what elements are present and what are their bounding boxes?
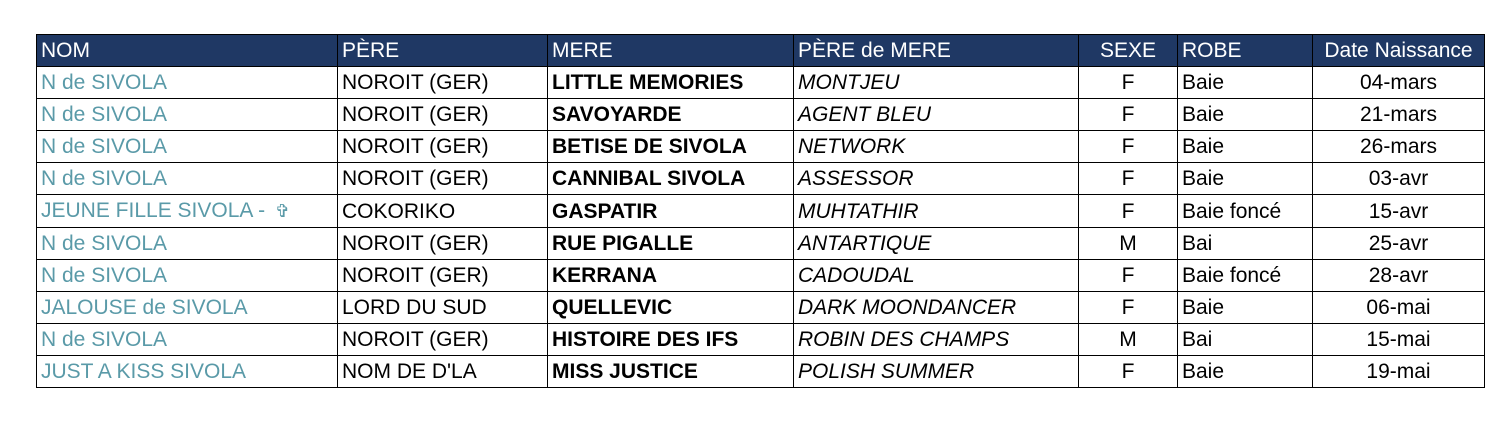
cell-mere: GASPATIR bbox=[548, 195, 794, 228]
table-row bbox=[37, 163, 1485, 195]
cell-nom bbox=[37, 195, 338, 228]
table-row bbox=[37, 228, 1485, 260]
cell-sexe: F bbox=[1079, 99, 1178, 131]
cell-pere-de-mere: MONTJEU bbox=[794, 67, 1079, 99]
cell-pere: NOROIT (GER) bbox=[338, 131, 548, 163]
cell-date: 06-mai bbox=[1313, 292, 1485, 324]
cell-date: 28-avr bbox=[1313, 260, 1485, 292]
cell-mere: HISTOIRE DES IFS bbox=[548, 324, 794, 356]
cell-date: 21-mars bbox=[1313, 99, 1485, 131]
cell-pere-de-mere: CADOUDAL bbox=[794, 260, 1079, 292]
cell-robe: Baie bbox=[1178, 292, 1313, 324]
cell-robe: Baie bbox=[1178, 131, 1313, 163]
cell-pere: NOROIT (GER) bbox=[338, 324, 548, 356]
cell-pere: NOROIT (GER) bbox=[338, 260, 548, 292]
cell-date: 03-avr bbox=[1313, 163, 1485, 195]
cell-nom: N de SIVOLA bbox=[37, 228, 338, 260]
table-row bbox=[37, 195, 1485, 228]
header-pere: PÈRE bbox=[338, 35, 548, 67]
cell-pere: NOROIT (GER) bbox=[338, 67, 548, 99]
cell-sexe: F bbox=[1079, 67, 1178, 99]
cell-pere-de-mere: MUHTATHIR bbox=[794, 195, 1079, 228]
cell-pere: NOM DE D'LA bbox=[338, 356, 548, 388]
table-row bbox=[37, 292, 1485, 324]
cell-pere-de-mere: AGENT BLEU bbox=[794, 99, 1079, 131]
cell-mere: KERRANA bbox=[548, 260, 794, 292]
cell-robe: Baie bbox=[1178, 356, 1313, 388]
cell-sexe: F bbox=[1079, 195, 1178, 228]
cell-nom: N de SIVOLA bbox=[37, 67, 338, 99]
cell-date: 25-avr bbox=[1313, 228, 1485, 260]
cell-mere: MISS JUSTICE bbox=[548, 356, 794, 388]
cell-nom-text: JEUNE FILLE SIVOLA - bbox=[41, 199, 271, 222]
cell-pere-de-mere: NETWORK bbox=[794, 131, 1079, 163]
cell-sexe: M bbox=[1079, 228, 1178, 260]
cross-icon: ✞ bbox=[274, 201, 291, 221]
cell-robe: Baie bbox=[1178, 163, 1313, 195]
cell-sexe: F bbox=[1079, 163, 1178, 195]
cell-nom: N de SIVOLA bbox=[37, 99, 338, 131]
header-mere: MERE bbox=[548, 35, 794, 67]
cell-pere-de-mere: ANTARTIQUE bbox=[794, 228, 1079, 260]
cell-pere: NOROIT (GER) bbox=[338, 163, 548, 195]
cell-date: 15-mai bbox=[1313, 324, 1485, 356]
cell-mere: RUE PIGALLE bbox=[548, 228, 794, 260]
cell-pere: NOROIT (GER) bbox=[338, 99, 548, 131]
cell-nom: N de SIVOLA bbox=[37, 260, 338, 292]
cell-date: 19-mai bbox=[1313, 356, 1485, 388]
table-row bbox=[37, 356, 1485, 388]
cell-date: 26-mars bbox=[1313, 131, 1485, 163]
cell-sexe: F bbox=[1079, 356, 1178, 388]
cell-robe: Bai bbox=[1178, 228, 1313, 260]
table-row bbox=[37, 67, 1485, 99]
header-pere-de-mere: PÈRE de MERE bbox=[794, 35, 1079, 67]
cell-robe: Baie bbox=[1178, 99, 1313, 131]
cell-nom: N de SIVOLA bbox=[37, 131, 338, 163]
table-row bbox=[37, 131, 1485, 163]
cell-sexe: M bbox=[1079, 324, 1178, 356]
cell-nom: JUST A KISS SIVOLA bbox=[37, 356, 338, 388]
cell-nom: N de SIVOLA bbox=[37, 163, 338, 195]
cell-pere-de-mere: ROBIN DES CHAMPS bbox=[794, 324, 1079, 356]
table-row bbox=[37, 260, 1485, 292]
cell-pere: COKORIKO bbox=[338, 195, 548, 228]
cell-pere-de-mere: POLISH SUMMER bbox=[794, 356, 1079, 388]
header-sexe: SEXE bbox=[1079, 35, 1178, 67]
cell-sexe: F bbox=[1079, 292, 1178, 324]
cell-mere: BETISE DE SIVOLA bbox=[548, 131, 794, 163]
header-nom: NOM bbox=[37, 35, 338, 67]
header-row bbox=[37, 35, 1485, 67]
cell-mere: LITTLE MEMORIES bbox=[548, 67, 794, 99]
cell-nom: N de SIVOLA bbox=[37, 324, 338, 356]
header-date-naissance: Date Naissance bbox=[1313, 35, 1485, 67]
cell-pere: NOROIT (GER) bbox=[338, 228, 548, 260]
cell-robe: Baie foncé bbox=[1178, 260, 1313, 292]
header-robe: ROBE bbox=[1178, 35, 1313, 67]
cell-pere-de-mere: DARK MOONDANCER bbox=[794, 292, 1079, 324]
cell-sexe: F bbox=[1079, 131, 1178, 163]
table-row bbox=[37, 99, 1485, 131]
cell-sexe: F bbox=[1079, 260, 1178, 292]
table-row bbox=[37, 324, 1485, 356]
cell-date: 04-mars bbox=[1313, 67, 1485, 99]
cell-pere-de-mere: ASSESSOR bbox=[794, 163, 1079, 195]
cell-robe: Baie foncé bbox=[1178, 195, 1313, 228]
cell-nom: JALOUSE de SIVOLA bbox=[37, 292, 338, 324]
cell-pere: LORD DU SUD bbox=[338, 292, 548, 324]
cell-mere: CANNIBAL SIVOLA bbox=[548, 163, 794, 195]
cell-robe: Bai bbox=[1178, 324, 1313, 356]
cell-date: 15-avr bbox=[1313, 195, 1485, 228]
cell-mere: SAVOYARDE bbox=[548, 99, 794, 131]
cell-mere: QUELLEVIC bbox=[548, 292, 794, 324]
cell-robe: Baie bbox=[1178, 67, 1313, 99]
horse-table bbox=[36, 34, 1485, 388]
